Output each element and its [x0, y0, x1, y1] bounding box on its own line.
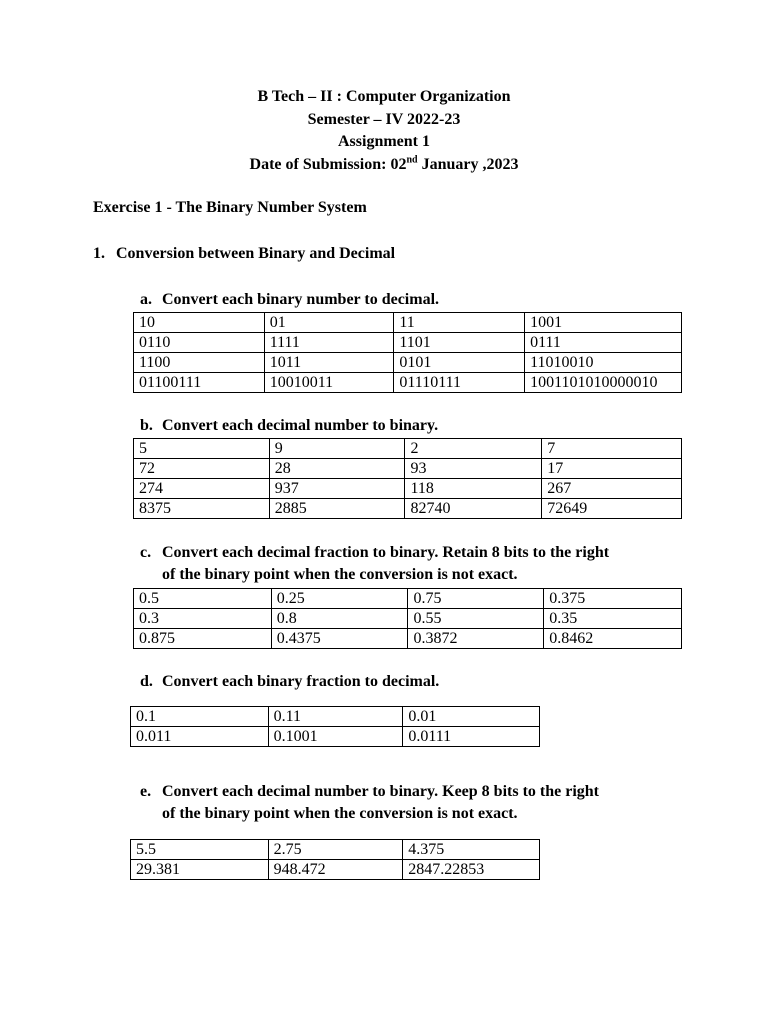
- table-cell: 1001: [525, 313, 682, 333]
- table-row: [134, 479, 682, 499]
- section-title-text: Conversion between Binary and Decimal: [116, 245, 396, 262]
- table-cell: 0.5: [134, 589, 272, 609]
- table-cell: 0.35: [544, 609, 682, 629]
- submission-date-prefix: Date of Submission: 02: [249, 155, 407, 173]
- table-cell: 29.381: [131, 860, 269, 880]
- table-cell: 0110: [134, 333, 265, 353]
- table-row: [131, 727, 540, 747]
- table-row: [134, 459, 682, 479]
- table-cell: 274: [134, 479, 270, 499]
- table-cell: 28: [269, 459, 405, 479]
- table-cell: 0111: [525, 333, 682, 353]
- table-cell: 1011: [264, 353, 394, 373]
- table-row: [134, 333, 682, 353]
- table-cell: 0.0111: [403, 727, 540, 747]
- binary-fraction-to-decimal-table: [130, 706, 540, 747]
- part-c-heading: [140, 542, 609, 586]
- table-cell: 17: [542, 459, 682, 479]
- table-cell: 0.875: [134, 629, 272, 649]
- table-cell: 0.1: [131, 707, 269, 727]
- table-cell: 01110111: [394, 373, 525, 393]
- table-cell: 01100111: [134, 373, 265, 393]
- table-cell: 2: [405, 439, 542, 459]
- part-b-letter: b.: [140, 417, 153, 434]
- table-row: [134, 609, 682, 629]
- table-cell: 11010010: [525, 353, 682, 373]
- table-cell: 82740: [405, 499, 542, 519]
- table-cell: 0.01: [403, 707, 540, 727]
- table-cell: 118: [405, 479, 542, 499]
- table-row: [134, 373, 682, 393]
- table-cell: 1001101010000010: [525, 373, 682, 393]
- document-header: [0, 86, 768, 176]
- table-cell: 0.3: [134, 609, 272, 629]
- part-d-text: Convert each binary fraction to decimal.: [162, 673, 440, 690]
- part-b-text: Convert each decimal number to binary.: [162, 417, 439, 434]
- table-cell: 8375: [134, 499, 270, 519]
- decimal-fraction-to-binary-table: [133, 588, 682, 649]
- assignment-title: Assignment 1: [337, 133, 430, 150]
- binary-to-decimal-table: [133, 312, 682, 393]
- table-cell: 0.4375: [271, 629, 408, 649]
- table-cell: 2885: [269, 499, 405, 519]
- section-number: 1.: [93, 245, 105, 262]
- submission-date: [0, 154, 768, 177]
- table-cell: 1101: [394, 333, 525, 353]
- table-row: [134, 499, 682, 519]
- table-cell: 01: [264, 313, 394, 333]
- table-cell: 0.1001: [268, 727, 403, 747]
- table-cell: 0.011: [131, 727, 269, 747]
- table-cell: 0.75: [408, 589, 544, 609]
- table-cell: 937: [269, 479, 405, 499]
- part-e-letter: e.: [140, 783, 152, 800]
- section-title: [93, 245, 395, 263]
- table-cell: 1100: [134, 353, 265, 373]
- table-cell: 267: [542, 479, 682, 499]
- part-c-letter: c.: [140, 544, 152, 561]
- exercise-title: Exercise 1 - The Binary Number System: [93, 199, 367, 216]
- part-a-heading: [140, 289, 439, 311]
- table-cell: 10010011: [264, 373, 394, 393]
- table-cell: 10: [134, 313, 265, 333]
- table-cell: 2847.22853: [403, 860, 540, 880]
- part-b-heading: [140, 415, 438, 437]
- table-cell: 4.375: [403, 840, 540, 860]
- table-cell: 72649: [542, 499, 682, 519]
- course-title: B Tech – II : Computer Organization: [257, 88, 511, 105]
- table-cell: 0.8462: [544, 629, 682, 649]
- table-cell: 948.472: [268, 860, 403, 880]
- table-row: [131, 840, 540, 860]
- table-cell: 7: [542, 439, 682, 459]
- part-d-letter: d.: [140, 673, 153, 690]
- table-row: [131, 707, 540, 727]
- submission-date-ordinal: nd: [406, 154, 418, 166]
- part-e-text-line1: Convert each decimal number to binary. Keep 8 bits to the right: [162, 783, 600, 800]
- decimal-to-binary-table: [133, 438, 682, 519]
- table-row: [134, 353, 682, 373]
- part-e-text-line2: of the binary point when the conversion is not exact.: [162, 805, 518, 822]
- part-d-heading: [140, 671, 439, 693]
- table-cell: 0.3872: [408, 629, 544, 649]
- table-cell: 0.11: [268, 707, 403, 727]
- table-cell: 72: [134, 459, 270, 479]
- table-cell: 0.25: [271, 589, 408, 609]
- table-row: [131, 860, 540, 880]
- table-cell: 11: [394, 313, 525, 333]
- part-c-text-line1: Convert each decimal fraction to binary. Retain 8 bits to the right: [162, 544, 610, 561]
- semester-line: Semester – IV 2022-23: [307, 110, 461, 128]
- table-cell: 0.375: [544, 589, 682, 609]
- table-cell: 2.75: [268, 840, 403, 860]
- table-cell: 1111: [264, 333, 394, 353]
- table-cell: 93: [405, 459, 542, 479]
- table-cell: 9: [269, 439, 405, 459]
- table-row: [134, 313, 682, 333]
- part-a-letter: a.: [140, 291, 152, 308]
- table-cell: 0.55: [408, 609, 544, 629]
- part-c-text-line2: of the binary point when the conversion is not exact.: [162, 566, 518, 583]
- table-cell: 0.8: [271, 609, 408, 629]
- decimal-number-to-binary-fraction-table: [130, 839, 540, 880]
- table-row: [134, 629, 682, 649]
- part-a-text: Convert each binary number to decimal.: [162, 291, 440, 308]
- table-cell: 0101: [394, 353, 525, 373]
- table-cell: 5: [134, 439, 270, 459]
- submission-date-suffix: January ,2023: [417, 155, 519, 173]
- table-row: [134, 589, 682, 609]
- table-row: [134, 439, 682, 459]
- part-e-heading: [140, 781, 599, 825]
- table-cell: 5.5: [131, 840, 269, 860]
